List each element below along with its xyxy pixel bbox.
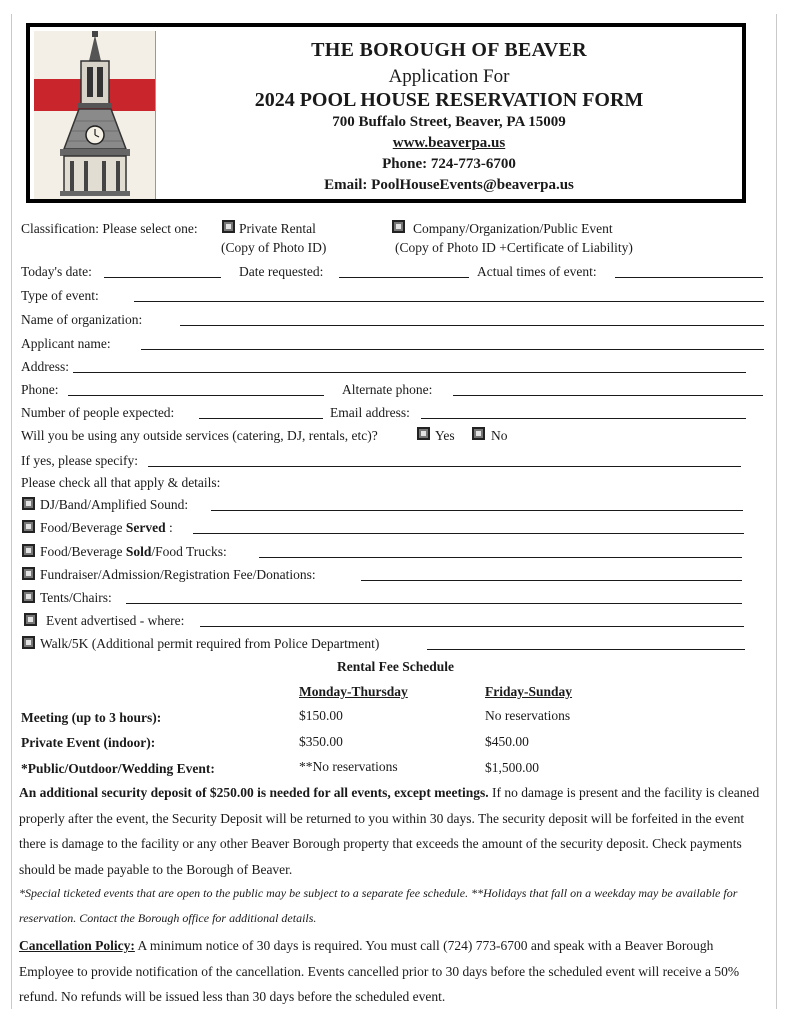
fundraiser-field[interactable] bbox=[361, 580, 742, 581]
weekday-column-header: Monday-Thursday bbox=[299, 684, 408, 699]
courthouse-tower-logo bbox=[34, 31, 156, 199]
company-event-checkbox[interactable] bbox=[392, 220, 405, 233]
page-border-left bbox=[11, 14, 12, 1009]
classification-label: Classification: Please select one: bbox=[21, 221, 198, 236]
page-border-right bbox=[776, 14, 777, 1009]
email-label: Email address: bbox=[330, 405, 410, 420]
company-event-note: (Copy of Photo ID +Certificate of Liability) bbox=[395, 240, 633, 255]
organization-field[interactable] bbox=[180, 325, 764, 326]
header-text bbox=[160, 31, 738, 199]
address-field[interactable] bbox=[73, 372, 746, 373]
private-rental-checkbox[interactable] bbox=[222, 220, 235, 233]
advertised-field[interactable] bbox=[200, 626, 744, 627]
private-rental-note: (Copy of Photo ID) bbox=[221, 240, 327, 255]
dj-label: DJ/Band/Amplified Sound: bbox=[40, 497, 189, 512]
application-for: Application For bbox=[388, 66, 510, 87]
actual-times-field[interactable] bbox=[615, 277, 763, 278]
fee-row-weekend: $450.00 bbox=[485, 734, 529, 749]
organization-label: Name of organization: bbox=[21, 312, 143, 327]
todays-date-field[interactable] bbox=[104, 277, 221, 278]
walk-5k-label: Walk/5K (Additional permit required from Police Department) bbox=[40, 636, 380, 651]
date-requested-field[interactable] bbox=[339, 277, 469, 278]
security-deposit-paragraph: An additional security deposit of $250.00 is needed for all events, except meetings. If no damage is present and the facility is cleaned properly after the event, the Security Deposit will be returned to you within 30 days. The security deposit will be forfeited in the event there is damage to the facility or any other Beaver Borough property that exceeds the amount of the security deposit. Check payments should be made payable to the Borough of Beaver. bbox=[19, 785, 760, 877]
food-served-label: Food/Beverage Served : bbox=[40, 520, 173, 535]
cancellation-policy: Cancellation Policy: A minimum notice of 30 days is required. You must call (724) 773-6700 and speak with a Beaver Borough Employee to provide notification of the cancellation. Events cancelled prior to 30 days before the scheduled event will receive a 50% refund. No refunds will be issued less than 30 days before the scheduled event. bbox=[19, 938, 740, 1004]
email-field[interactable] bbox=[421, 418, 746, 419]
num-people-field[interactable] bbox=[199, 418, 323, 419]
fundraiser-checkbox[interactable] bbox=[22, 567, 35, 580]
fee-row-weekday: $350.00 bbox=[299, 734, 343, 749]
tents-field[interactable] bbox=[126, 603, 742, 604]
outside-services-yes-checkbox[interactable] bbox=[417, 427, 430, 440]
fundraiser-label: Fundraiser/Admission/Registration Fee/Donations: bbox=[40, 567, 316, 582]
form-title: 2024 POOL HOUSE RESERVATION FORM bbox=[254, 89, 644, 111]
fee-row-weekend: $1,500.00 bbox=[485, 760, 539, 775]
fee-row-label: Private Event (indoor): bbox=[21, 735, 156, 750]
fee-row-label: Meeting (up to 3 hours): bbox=[21, 710, 162, 725]
header-box bbox=[26, 23, 746, 203]
fee-schedule-title: Rental Fee Schedule bbox=[337, 659, 454, 674]
if-yes-field[interactable] bbox=[148, 466, 741, 467]
food-served-field[interactable] bbox=[193, 533, 744, 534]
tents-label: Tents/Chairs: bbox=[40, 590, 112, 605]
advertised-checkbox[interactable] bbox=[24, 613, 37, 626]
todays-date-label: Today's date: bbox=[21, 264, 92, 279]
walk-5k-checkbox[interactable] bbox=[22, 636, 35, 649]
fee-row-label: *Public/Outdoor/Wedding Event: bbox=[21, 761, 215, 776]
outside-services-label: Will you be using any outside services (catering, DJ, rentals, etc)? bbox=[21, 428, 378, 443]
food-sold-label: Food/Beverage Sold/Food Trucks: bbox=[40, 544, 227, 559]
details-intro: Please check all that apply & details: bbox=[21, 475, 221, 490]
food-sold-field[interactable] bbox=[259, 557, 742, 558]
fee-row-weekday: **No reservations bbox=[299, 759, 398, 774]
actual-times-label: Actual times of event: bbox=[477, 264, 597, 279]
applicant-name-label: Applicant name: bbox=[21, 336, 111, 351]
num-people-label: Number of people expected: bbox=[21, 405, 175, 420]
website-link[interactable]: www.beaverpa.us bbox=[392, 135, 506, 151]
type-of-event-field[interactable] bbox=[134, 301, 764, 302]
tents-checkbox[interactable] bbox=[22, 590, 35, 603]
advertised-label: Event advertised - where: bbox=[46, 613, 185, 628]
if-yes-label: If yes, please specify: bbox=[21, 453, 138, 468]
yes-label: Yes bbox=[435, 428, 455, 443]
dj-field[interactable] bbox=[211, 510, 743, 511]
fee-row-weekend: No reservations bbox=[485, 708, 571, 723]
header-phone: Phone: 724-773-6700 bbox=[382, 156, 516, 172]
alt-phone-label: Alternate phone: bbox=[342, 382, 433, 397]
type-of-event-label: Type of event: bbox=[21, 288, 99, 303]
applicant-name-field[interactable] bbox=[141, 349, 764, 350]
outside-services-no-checkbox[interactable] bbox=[472, 427, 485, 440]
food-served-checkbox[interactable] bbox=[22, 520, 35, 533]
date-requested-label: Date requested: bbox=[239, 264, 324, 279]
special-events-note: *Special ticketed events that are open to the public may be subject to a separate fee schedule. **Holidays that fall on a weekday may be available for reservation. Contact the Borough office for additional details. bbox=[19, 886, 738, 925]
phone-field[interactable] bbox=[68, 395, 324, 396]
weekend-column-header: Friday-Sunday bbox=[485, 684, 573, 699]
fee-row-weekday: $150.00 bbox=[299, 708, 343, 723]
phone-label: Phone: bbox=[21, 382, 59, 397]
company-event-label: Company/Organization/Public Event bbox=[413, 221, 613, 236]
borough-name: THE BOROUGH OF BEAVER bbox=[311, 39, 587, 61]
private-rental-label: Private Rental bbox=[239, 221, 316, 236]
walk-5k-field[interactable] bbox=[427, 649, 745, 650]
header-address: 700 Buffalo Street, Beaver, PA 15009 bbox=[332, 114, 566, 130]
address-label: Address: bbox=[21, 359, 69, 374]
dj-checkbox[interactable] bbox=[22, 497, 35, 510]
alt-phone-field[interactable] bbox=[453, 395, 763, 396]
header-email: Email: PoolHouseEvents@beaverpa.us bbox=[324, 177, 574, 193]
food-sold-checkbox[interactable] bbox=[22, 544, 35, 557]
no-label: No bbox=[491, 428, 508, 443]
